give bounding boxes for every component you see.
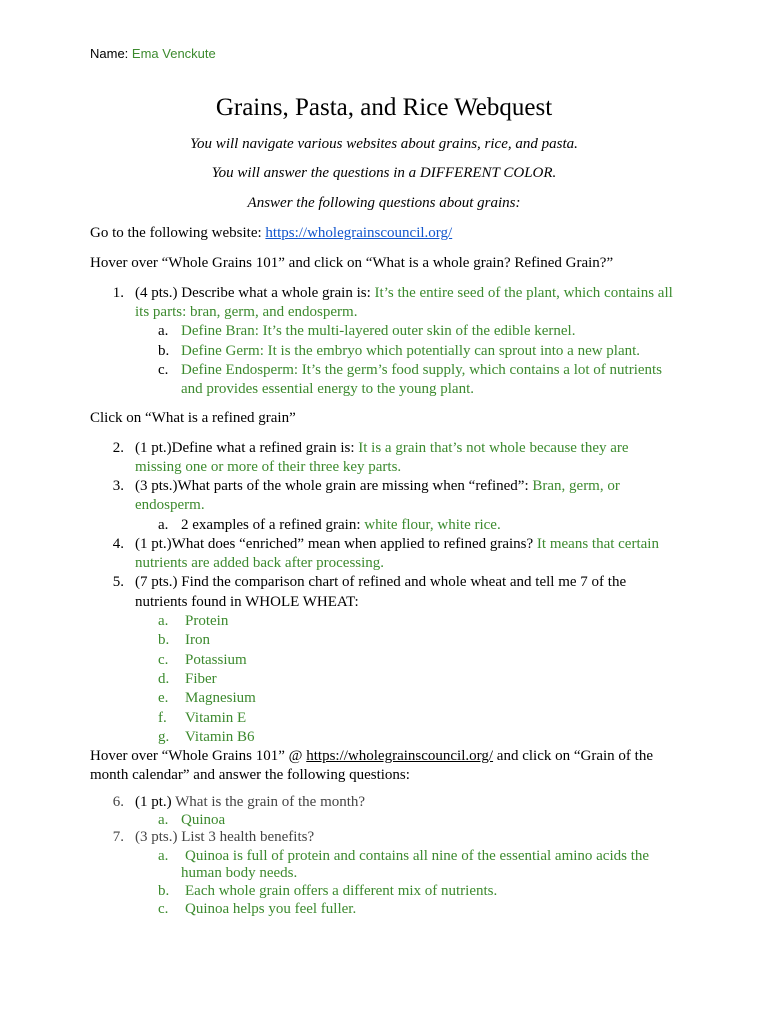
q5-prompt-line-1: (7 pts.) Find the comparison chart of refined and whole wheat and tell me 7 of the [135, 574, 627, 590]
q3-sub-answer: white flour, white rice. [364, 517, 501, 533]
q6-points: (1 pt.) [135, 794, 176, 810]
hover2-part-2: and click on “Grain of the [493, 748, 653, 764]
q5-item-c-letter: c. [158, 652, 169, 668]
click-refined-instruction: Click on “What is a refined grain” [90, 410, 296, 426]
website-link[interactable]: https://wholegrainscouncil.org/ [265, 225, 453, 241]
q1-sub-b-letter: b. [158, 343, 170, 359]
q1-sub-c-text: Define Endosperm: It’s the germ’s food supply, which contains a lot of nutrients [181, 362, 663, 378]
intro-line-3: Answer the following questions about grains: [247, 195, 521, 211]
q2-answer-line-1: It is a grain that’s not whole because they are [358, 440, 629, 456]
q1-prompt: (4 pts.) Describe what a whole grain is: [135, 285, 375, 301]
q4-question [135, 535, 659, 554]
q5-item-d-letter: d. [158, 671, 170, 687]
page-title: Grains, Pasta, and Rice Webquest [215, 94, 553, 121]
q4-prompt: (1 pt.)What does “enriched” mean when applied to refined grains? [135, 536, 537, 552]
q2-prompt: (1 pt.)Define what a refined grain is: [135, 440, 359, 456]
q3-question [135, 477, 620, 496]
hover2-part-1: Hover over “Whole Grains 101” @ [90, 748, 307, 764]
hover-instruction-1: Hover over “Whole Grains 101” and click on “What is a whole grain? Refined Grain?” [90, 255, 614, 271]
q7-item-c: Quinoa helps you feel fuller. [185, 901, 357, 917]
q2-question [135, 439, 629, 458]
q1-sub-a-letter: a. [158, 323, 169, 339]
q7-item-b: Each whole grain offers a different mix of nutrients. [185, 883, 498, 899]
hover-instruction-2 [90, 747, 690, 766]
q7-points: (3 pts.) [135, 829, 182, 845]
name-value: Ema Venckute [131, 46, 216, 61]
q5-prompt-line-2: nutrients found in WHOLE WHEAT: [135, 594, 359, 610]
q7-item-a-letter: a. [158, 848, 169, 864]
q6-sub-answer: Quinoa [181, 812, 226, 828]
q5-item-f-letter: f. [158, 710, 167, 726]
q1-question [135, 284, 695, 303]
q3-sub-a-letter: a. [158, 517, 169, 533]
q6-prompt: What is the grain of the month? [175, 794, 366, 810]
q1-sub-c-text-2: and provides essential energy to the young plant. [181, 381, 474, 397]
q4-answer-line-2: nutrients are added back after processing. [135, 555, 385, 571]
q5-item-g: Vitamin B6 [185, 729, 255, 745]
q4-number: 4. [112, 536, 124, 552]
q7-number: 7. [112, 829, 124, 845]
q3-number: 3. [112, 478, 124, 494]
website-link-2[interactable]: https://wholegrainscouncil.org/ [306, 748, 494, 764]
q5-item-b: Iron [185, 632, 210, 648]
q7-item-c-letter: c. [158, 901, 169, 917]
q5-item-a-letter: a. [158, 613, 169, 629]
intro-line-1: You will navigate various websites about grains, rice, and pasta. [190, 136, 578, 152]
q5-item-g-letter: g. [158, 729, 170, 745]
q1-sub-b-text: Define Germ: It is the embryo which potentially can sprout into a new plant. [181, 343, 641, 359]
goto-line [90, 224, 452, 243]
q5-item-a: Protein [185, 613, 229, 629]
q6-sub-a-letter: a. [158, 812, 169, 828]
q3-prompt: (3 pts.)What parts of the whole grain are missing when “refined”: [135, 478, 533, 494]
q1-sub-c-letter: c. [158, 362, 169, 378]
q7-item-a-line-2: human body needs. [181, 865, 298, 881]
q1-answer-line-1: It’s the entire seed of the plant, which contains all [374, 285, 673, 301]
q7-item-b-letter: b. [158, 883, 170, 899]
q5-item-f: Vitamin E [185, 710, 247, 726]
q5-number: 5. [112, 574, 124, 590]
intro-line-2: You will answer the questions in a DIFFERENT COLOR. [211, 165, 557, 181]
q4-answer-line-1: It means that certain [536, 536, 659, 552]
q5-item-e-letter: e. [158, 690, 169, 706]
q5-item-d: Fiber [185, 671, 217, 687]
q7-prompt: List 3 health benefits? [181, 829, 315, 845]
name-line [90, 46, 216, 61]
q2-answer-line-2: missing one or more of their three key parts. [135, 459, 402, 475]
q7-item-a: Quinoa is full of protein and contains all nine of the essential amino acids the [185, 848, 650, 864]
q5-item-e: Magnesium [185, 690, 256, 706]
q7-question [135, 828, 314, 847]
q1-number: 1. [112, 285, 124, 301]
goto-text: Go to the following website: [90, 225, 266, 241]
q5-item-c: Potassium [185, 652, 247, 668]
q6-question [135, 793, 365, 812]
name-label: Name: [90, 46, 129, 61]
q3-answer-line-1: Bran, germ, or [532, 478, 620, 494]
q3-answer-line-2: endosperm. [135, 497, 205, 513]
q1-answer-line-2: its parts: bran, germ, and endosperm. [135, 304, 358, 320]
q3-sub-a [181, 516, 501, 535]
q3-sub-prompt: 2 examples of a refined grain: [181, 517, 365, 533]
hover2-line-2: month calendar” and answer the following questions: [90, 767, 410, 783]
q5-item-b-letter: b. [158, 632, 170, 648]
q2-number: 2. [112, 440, 124, 456]
q1-sub-a-text: Define Bran: It’s the multi-layered outer skin of the edible kernel. [181, 323, 576, 339]
q6-number: 6. [112, 794, 124, 810]
